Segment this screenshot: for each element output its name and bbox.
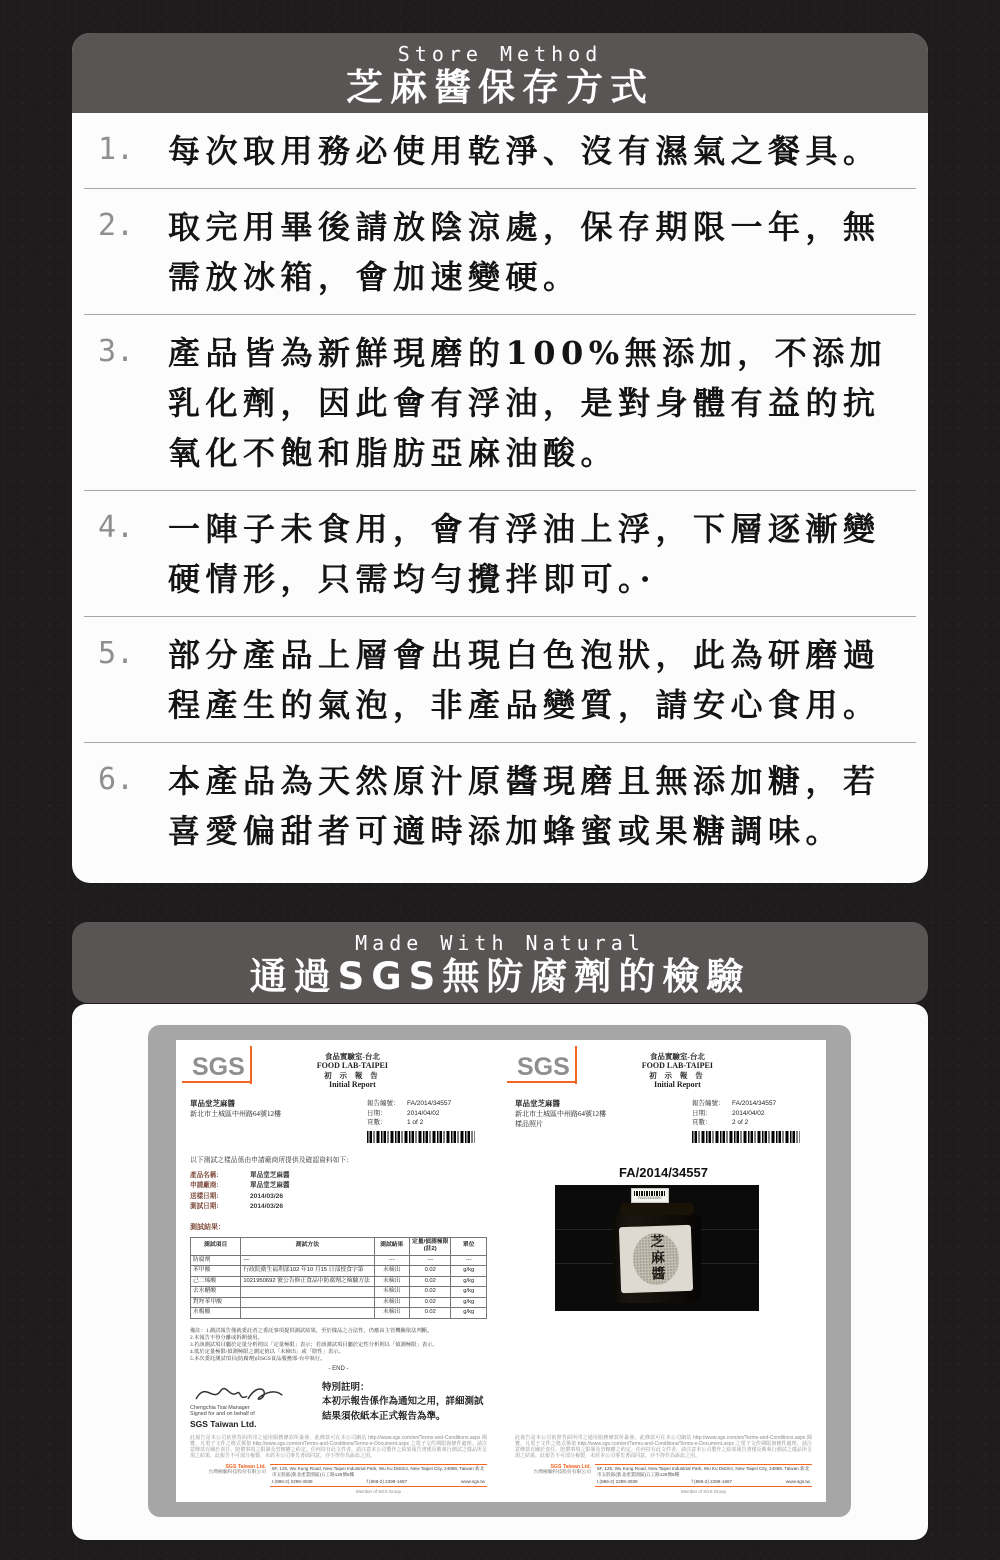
cell-item: 苯甲酸 xyxy=(191,1266,241,1277)
legal-fine-print: 此報告是本公司依照背面所印之通用服務條款所簽發，此條款可在本公司網站 http://www.sgs.com/en/Terms-and-Conditions.aspx 閱覽，凡電子文件之格式係依 http://www.sgs.com/en/Terms-and-Conditions/Terms-e-Document.aspx 之電子文件期限與條件處理。請注意條款有關於責任、賠償事項之限制及管轄權之約定。任何持有此文件者，請注意本公司製作之結果報告書僅反映執行測試之樣品所呈現之結果，此報告不可部分複製，未經本公司事先書面同意，亦不得作為訴訟之用。 xyxy=(190,1434,487,1460)
footer-address-block xyxy=(595,1464,812,1494)
footer-tel: t (886-2) 2299-3939 xyxy=(272,1478,313,1484)
applicant-block xyxy=(190,1099,281,1143)
sample-fields xyxy=(190,1171,487,1213)
report-info-row xyxy=(190,1099,487,1143)
field-label: 產品名稱: xyxy=(190,1171,219,1179)
column-header: 定量/偵測極限(註2) xyxy=(410,1237,451,1255)
table-row xyxy=(191,1297,487,1308)
cell-method xyxy=(241,1287,374,1298)
footer-contact-row xyxy=(272,1479,485,1485)
cell-limit: --- xyxy=(410,1255,451,1266)
store-method-title-en: Store Method xyxy=(397,42,603,66)
cell-result: 未檢出 xyxy=(374,1308,410,1319)
point-text: 每次取用務必使用乾淨、沒有濕氣之餐具。 xyxy=(168,132,881,170)
meta-row xyxy=(692,1099,812,1109)
cell-method: — xyxy=(241,1255,374,1266)
lab-titles xyxy=(252,1051,453,1090)
applicant-address: 新北市土城區中州路64號12樓 xyxy=(190,1110,281,1118)
meta-row xyxy=(367,1118,487,1128)
meta-label: 報告編號： xyxy=(692,1100,725,1107)
column-header: 測試項目 xyxy=(191,1237,241,1255)
jar-sample-sticker xyxy=(631,1188,669,1203)
cell-item: 己二烯酸 xyxy=(191,1276,241,1287)
point-number: 6. xyxy=(98,762,135,797)
footer-tel: t (886-2) 2299-3939 xyxy=(597,1478,638,1484)
cell-method xyxy=(241,1308,374,1319)
sgs-logo: SGS xyxy=(190,1051,252,1083)
store-point-6 xyxy=(72,743,928,868)
store-point-2 xyxy=(72,189,928,314)
field-value: 單品堂芝麻醬 xyxy=(250,1182,290,1189)
meta-label: 頁數： xyxy=(692,1119,712,1126)
table-row xyxy=(191,1308,487,1319)
meta-row xyxy=(367,1109,487,1119)
store-point-3 xyxy=(72,315,928,490)
signer-line: Signed for and on behalf of xyxy=(190,1411,255,1417)
field-value: 2014/03/26 xyxy=(250,1192,284,1200)
note-line: 4.低於定量極限/偵測極限之測定值以「未檢出」或「陰性」表示。 xyxy=(190,1348,344,1355)
store-method-header xyxy=(72,33,928,113)
meta-value: 2 of 2 xyxy=(732,1119,749,1126)
store-point-4 xyxy=(72,491,928,616)
lab-name-zh: 食品實驗室-台北 xyxy=(649,1052,705,1061)
footer-company-en: SGS Taiwan Ltd. xyxy=(550,1463,591,1470)
sticker-text: FA/2014/34557 xyxy=(638,1195,662,1200)
special-note-text: 本初示報告係作為通知之用，詳細測試結果須依紙本正式報告為準。 xyxy=(322,1396,484,1422)
cell-item: 對羥苯甲酸 xyxy=(191,1297,241,1308)
jar-body xyxy=(613,1213,701,1303)
report-type-en: Initial Report xyxy=(328,1080,376,1089)
footer-address-block xyxy=(270,1464,487,1494)
cell-unit: g/kg xyxy=(451,1276,487,1287)
report-notes xyxy=(190,1328,487,1363)
special-note xyxy=(312,1379,487,1425)
meta-value: FA/2014/34557 xyxy=(732,1100,777,1107)
jar-label-text: 芝麻醬 xyxy=(648,1233,665,1282)
point-text: 取完用畢後請放陰涼處，保存期限一年，無需放冰箱，會加速變硬。 xyxy=(168,208,881,296)
meta-row xyxy=(692,1109,812,1119)
cell-method: 行政院衛生福利部102 年10 月15 日部授食字第 xyxy=(241,1266,374,1277)
meta-row xyxy=(367,1099,487,1109)
meta-value: 2014/04/02 xyxy=(407,1109,440,1117)
footer-fax: f (886-2) 2299-1687 xyxy=(691,1478,733,1484)
signature xyxy=(190,1379,288,1405)
cell-unit: --- xyxy=(451,1255,487,1266)
sgs-report-page2 xyxy=(501,1040,826,1502)
store-point-5 xyxy=(72,617,928,742)
footer-address: 5F, 125, Wu Kung Road, New Taipei Industrial Park, Wu Ku District, New Taipei City, 24886, Taiwan 新北市五股區(新北產業園區)五工路125號5樓 xyxy=(597,1466,810,1477)
cell-result: 未檢出 xyxy=(374,1276,410,1287)
report-header xyxy=(515,1051,812,1090)
field-label: 測試日期: xyxy=(190,1203,219,1210)
note-line: 3.若該測試項目屬於定量分析則以「定量極限」表示；若該測試項目屬於定性分析則以「偵測極限」表示。 xyxy=(190,1341,438,1348)
table-row xyxy=(191,1287,487,1298)
lab-name-zh: 食品實驗室-台北 xyxy=(324,1052,380,1061)
table-row xyxy=(191,1276,487,1287)
point-text: 部分產品上層會出現白色泡狀，此為研磨過程產生的氣泡，非產品變質，請安心食用。 xyxy=(168,636,881,724)
note-line: 2.本報告不得分離或拆開使用。 xyxy=(190,1334,263,1341)
point-number: 4. xyxy=(98,510,135,545)
cell-limit: 0.02 xyxy=(410,1297,451,1308)
photo-note-label: 樣品照片 xyxy=(515,1120,543,1128)
field-label: 申請廠商: xyxy=(190,1182,219,1189)
footer-member: Member of SGS Group xyxy=(681,1489,726,1494)
footer-contact-row xyxy=(597,1479,810,1485)
report-footer xyxy=(515,1464,812,1494)
field-row xyxy=(190,1171,487,1182)
report-type-en: Initial Report xyxy=(653,1080,701,1089)
cell-unit: g/kg xyxy=(451,1266,487,1277)
footer-web: www.sgs.tw xyxy=(461,1478,485,1484)
footer-address-box xyxy=(595,1464,812,1487)
lab-titles xyxy=(577,1051,778,1090)
column-header: 單位 xyxy=(451,1237,487,1255)
sample-number-title: FA/2014/34557 xyxy=(619,1164,708,1180)
footer-company-zh: 台灣檢驗科技股份有限公司 xyxy=(208,1469,266,1475)
field-value: 單品堂芝麻醬 xyxy=(250,1171,290,1179)
footer-web: www.sgs.tw xyxy=(786,1478,810,1484)
footer-company-block xyxy=(515,1464,595,1476)
sesame-paste-jar xyxy=(609,1193,705,1305)
cell-result: 未檢出 xyxy=(374,1287,410,1298)
applicant-block xyxy=(515,1099,606,1143)
meta-row xyxy=(692,1118,812,1128)
sample-intro-text: 以下測試之樣品係由申請廠商所提供及確認資料如下: xyxy=(190,1156,349,1164)
jar-label xyxy=(619,1224,693,1292)
sgs-logo: SGS xyxy=(515,1051,577,1083)
barcode xyxy=(367,1131,475,1143)
cell-unit: g/kg xyxy=(451,1297,487,1308)
field-row xyxy=(190,1192,487,1203)
meta-value: FA/2014/34557 xyxy=(407,1100,452,1107)
table-row xyxy=(191,1266,487,1277)
field-row xyxy=(190,1202,487,1213)
lab-name-en: FOOD LAB-TAIPEI xyxy=(641,1061,713,1070)
cell-limit: 0.02 xyxy=(410,1266,451,1277)
cell-limit: 0.02 xyxy=(410,1276,451,1287)
report-footer xyxy=(190,1464,487,1494)
cell-limit: 0.02 xyxy=(410,1287,451,1298)
sgs-report-paper xyxy=(176,1040,826,1502)
meta-label: 報告編號： xyxy=(367,1100,400,1107)
applicant-address: 新北市土城區中州路64號12樓 xyxy=(515,1110,606,1118)
sgs-section-header xyxy=(72,922,928,1003)
report-meta xyxy=(367,1099,487,1143)
cell-item: 防腐劑 xyxy=(191,1255,241,1266)
note-line: 5.本次委託測試項目(防腐劑)由SGS食品服務部-台中執行。 xyxy=(190,1355,326,1362)
meta-label: 頁數： xyxy=(367,1119,387,1126)
sgs-report-card xyxy=(72,1004,928,1540)
point-text: 本產品為天然原汁原醬現磨且無添加糖，若喜愛偏甜者可適時添加蜂蜜或果糖調味。 xyxy=(168,762,881,850)
report-meta xyxy=(692,1099,812,1143)
results-label: 測試結果： xyxy=(190,1223,225,1231)
applicant-name: 單品堂芝麻醬 xyxy=(515,1099,560,1108)
cell-unit: g/kg xyxy=(451,1287,487,1298)
cell-method xyxy=(241,1297,374,1308)
legal-fine-print: 此報告是本公司依照背面所印之通用服務條款所簽發，此條款可在本公司網站 http://www.sgs.com/en/Terms-and-Conditions.aspx 閱覽，凡電子文件之格式係依 http://www.sgs.com/en/Terms-and-Conditions/Terms-e-Document.aspx 之電子文件期限與條件處理。請注意條款有關於責任、賠償事項之限制及管轄權之約定。任何持有此文件者，請注意本公司製作之結果報告書僅反映執行測試之樣品所呈現之結果，此報告不可部分複製，未經本公司事先書面同意，亦不得作為訴訟之用。 xyxy=(515,1434,812,1460)
cell-method: 1021950692 號公告修正食品中防腐劑之檢驗方法 xyxy=(241,1276,374,1287)
point-number: 3. xyxy=(98,334,135,369)
lab-name-en: FOOD LAB-TAIPEI xyxy=(316,1061,388,1070)
cell-item: 去水醋酸 xyxy=(191,1287,241,1298)
column-header: 測試結果 xyxy=(374,1237,410,1255)
point-text: 產品皆為新鮮現磨的100%無添加，不添加乳化劑，因此會有浮油，是對身體有益的抗氧化不飽和脂肪亞麻油酸。 xyxy=(168,334,888,472)
store-method-card xyxy=(72,33,928,883)
cell-result: --- xyxy=(374,1255,410,1266)
applicant-name: 單品堂芝麻醬 xyxy=(190,1099,235,1108)
cell-unit: g/kg xyxy=(451,1308,487,1319)
cell-limit: 0.02 xyxy=(410,1308,451,1319)
point-number: 1. xyxy=(98,132,135,167)
report-type-zh: 初 示 報 告 xyxy=(324,1071,381,1080)
report-type-zh: 初 示 報 告 xyxy=(649,1071,706,1080)
footer-company-zh: 台灣檢驗科技股份有限公司 xyxy=(533,1469,591,1475)
sgs-report-page1 xyxy=(176,1040,501,1502)
signer-company: SGS Taiwan Ltd. xyxy=(190,1418,257,1429)
signature-block xyxy=(190,1379,312,1429)
sample-photo xyxy=(555,1185,759,1311)
meta-value: 1 of 2 xyxy=(407,1119,424,1126)
table-header-row xyxy=(191,1237,487,1255)
end-mark: - END - xyxy=(328,1365,349,1372)
point-number: 2. xyxy=(98,208,135,243)
signer-name: Chengchia Tsai Manager xyxy=(190,1404,250,1411)
footer-fax: f (886-2) 2299-1687 xyxy=(366,1478,408,1484)
sgs-report-photo-panel xyxy=(148,1025,851,1517)
point-number: 5. xyxy=(98,636,135,671)
footer-address: 5F, 125, Wu Kung Road, New Taipei Industrial Park, Wu Ku District, New Taipei City, 24886, Taiwan 新北市五股區(新北產業園區)五工路125號5樓 xyxy=(272,1466,485,1477)
meta-label: 日期： xyxy=(692,1109,712,1117)
table-row xyxy=(191,1255,487,1266)
note-line: 備註：1.測試報告僅就委託者之委託事項提供測試結果，至於樣品之合法性，仍應由主管機關依法判斷。 xyxy=(190,1327,433,1334)
point-text: 一陣子未食用，會有浮油上浮，下層逐漸變硬情形，只需均勻攪拌即可。· xyxy=(168,510,881,598)
column-header: 測試方法 xyxy=(241,1237,374,1255)
test-results-table xyxy=(190,1237,487,1319)
sgs-title-en: Made With Natural xyxy=(355,931,645,955)
report-info-row xyxy=(515,1099,812,1143)
barcode xyxy=(692,1131,800,1143)
sgs-title-zh: 通過SGS無防腐劑的檢驗 xyxy=(249,955,751,998)
special-note-title: 特別註明： xyxy=(322,1382,370,1393)
field-label: 送樣日期: xyxy=(190,1192,219,1200)
meta-label: 日期： xyxy=(367,1109,387,1117)
meta-value: 2014/04/02 xyxy=(732,1109,765,1117)
footer-company-block xyxy=(190,1464,270,1476)
footer-address-box xyxy=(270,1464,487,1487)
signature-row xyxy=(190,1379,487,1429)
field-row xyxy=(190,1181,487,1192)
cell-result: 未檢出 xyxy=(374,1266,410,1277)
footer-company-en: SGS Taiwan Ltd. xyxy=(225,1463,266,1470)
footer-member: Member of SGS Group xyxy=(356,1489,401,1494)
cell-item: 水楊酸 xyxy=(191,1308,241,1319)
field-value: 2014/03/26 xyxy=(250,1203,284,1210)
store-method-title-zh: 芝麻醬保存方式 xyxy=(346,66,654,109)
cell-result: 未檢出 xyxy=(374,1297,410,1308)
store-point-1 xyxy=(72,113,928,188)
report-header xyxy=(190,1051,487,1090)
